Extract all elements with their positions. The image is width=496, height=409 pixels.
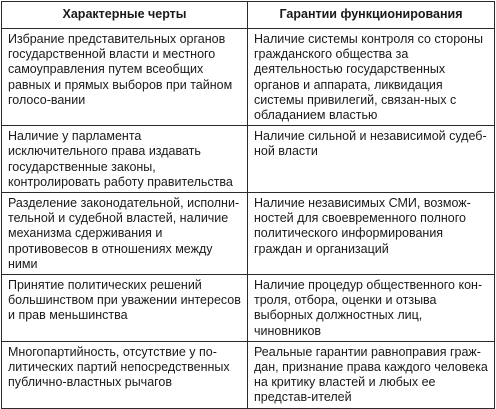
- feature-cell: Принятие политических решений большинством при уважении интересов и прав меньшинства: [2, 275, 248, 342]
- table-header-row: [2, 2, 495, 29]
- column-header-features: Характерные черты: [2, 2, 248, 29]
- feature-cell: Разделение законодательной, исполни-тельной и судебной властей, наличие механизма сдерживания и противовесов в отношениях между ними: [2, 193, 248, 275]
- table-row: [2, 275, 495, 342]
- feature-cell: Многопартийность, отсутствие у по-литических партий непосредственных публично-властных рычагов: [2, 341, 248, 408]
- guarantee-cell: Наличие независимых СМИ, возмож-ностей для своевременного полного политического информирования граждан и организаций: [248, 193, 495, 275]
- column-header-guarantees: Гарантии функционирования: [248, 2, 495, 29]
- feature-cell: Наличие у парламента исключительного права издавать государственные законы, контролировать работу правительства: [2, 126, 248, 193]
- table-row: [2, 29, 495, 126]
- feature-cell: Избрание представительных органов государственной власти и местного самоуправления путем всеобщих равных и прямых выборов при тайном голосо-вании: [2, 29, 248, 126]
- guarantee-cell: Реальные гарантии равноправия граж-дан, признание права каждого человека на критику властей и любых ее представ-ителей: [248, 341, 495, 408]
- table-row: [2, 193, 495, 275]
- guarantee-cell: Наличие системы контроля со стороны гражданского общества за деятельностью государственных органов и аппарата, ликвидация системы привилегий, связан-ных с обладанием властью: [248, 29, 495, 126]
- guarantee-cell: Наличие процедур общественного кон-троля, отбора, оценки и отзыва выборных должностных лиц, чиновников: [248, 275, 495, 342]
- table-row: [2, 341, 495, 408]
- guarantee-cell: Наличие сильной и независимой судеб-ной власти: [248, 126, 495, 193]
- table-row: [2, 126, 495, 193]
- democracy-table: [1, 1, 495, 409]
